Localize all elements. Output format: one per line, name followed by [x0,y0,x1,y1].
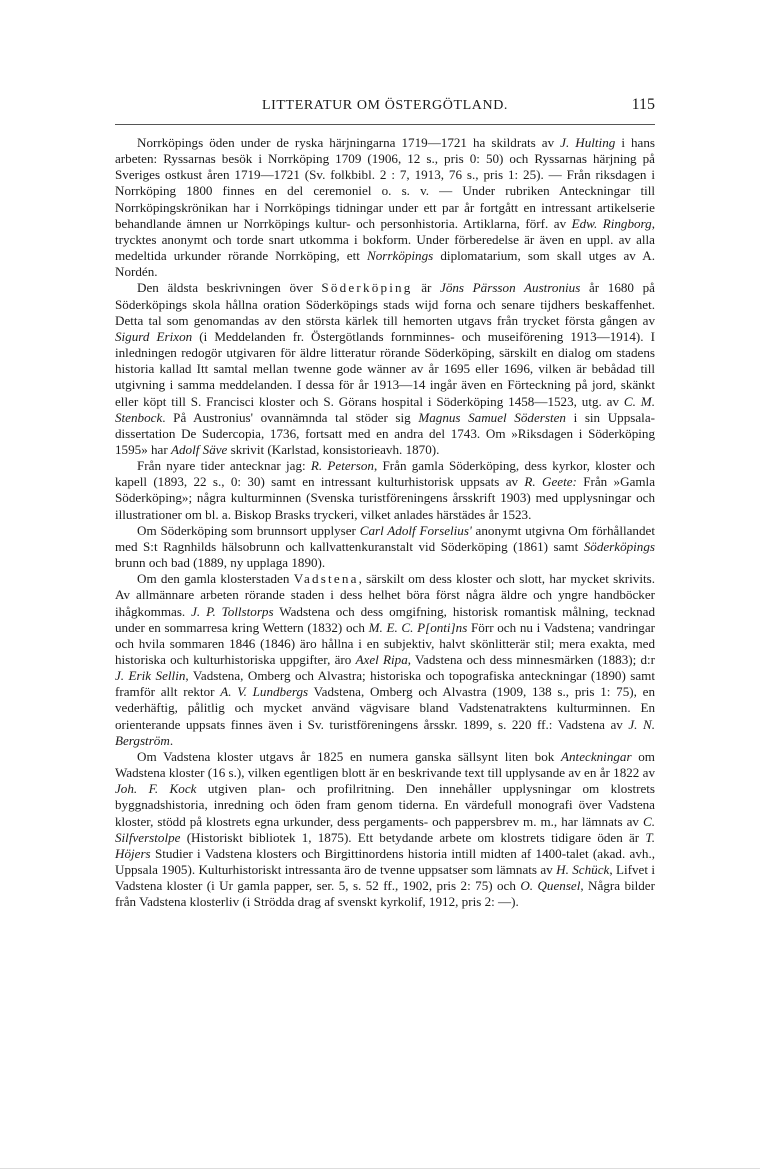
italic-citation: Norrköpings [367,248,434,264]
text-run: Den äldsta beskrivningen över [137,280,322,296]
text-run: , Vadstena och dess minnesmärken (1883); d:r [407,652,656,667]
document-page [115,96,655,911]
text-run: Förr och nu i Vadstena; vandringar och hvila sommaren 1846 (1846) äro hållna i en subjektiv, halvt skönlitterär stil; mera exakta, med historiska och kulturhistoriska uppgifter, äro [115,619,656,667]
paragraph [115,749,655,911]
text-run: skrivit (Karlstad, konsistorieavh. 1870). [227,441,440,457]
paragraph [115,523,655,571]
running-title: LITTERATUR OM ÖSTERGÖTLAND. [261,98,509,113]
scan-edge-line [0,1168,760,1169]
body-text [115,135,655,911]
spaced-place-name: Söderköping [321,280,413,296]
italic-citation: J. P. Tollstorps [191,603,274,619]
text-run: utgiven plan- och profilritning. Den innehåller upplysningar om klostrets byggnadshistoria, inredning och öden fram genom tiderna. En värdefull monografi över Vadstena kloster, stödd på klostrets egna urkunder, dess pergaments- och pappersbrev m. m., har lämnats av [115,781,655,829]
italic-citation: H. Schück [556,862,610,878]
text-run: Om Vadstena kloster utgavs år 1825 en numera ganska sällsynt liten bok [137,748,562,764]
text-run: (Historiskt bibliotek 1, 1875). Ett betydande arbete om klostrets tidigare öden är [180,829,646,845]
text-run: Vadstena, Omberg och Alvastra (1909, 138 s., pris 1: 75), en vederhäftig, pålitlig och mycket använd vägvisare bland Vadstenatraktens kulturminnen. En orienterande uppsats finnes även i Sv. turistföreningens årsskr. 1899, s. 220 ff.: Vadstena av [115,684,655,732]
italic-citation: Jöns Pärsson Austronius [440,280,581,296]
text-run: Om den gamla klosterstaden [137,571,294,587]
italic-citation: J. N. Bergström [115,716,655,748]
italic-citation: Adolf Säve [171,441,228,457]
page-header [115,96,655,118]
text-run: (i Meddelanden fr. Östergötlands fornminnes- och museiförening 1913—1914). I inledningen redogör utgivaren för äldre litteratur rörande Söderköping, särskilt en dialog om stadens historia kallad Itt samtal mellan twenne gode wänner av år 1695 eller 1696, vilken är bebådad till utgivning i samma meddelanden. I dessa för år 1913—14 ingår även en Förteckning på jord, skänkt eller köpt till S. Francisci kloster och S. Görans hospital i Söderköping 1458—1523, utg. av [115,328,655,409]
italic-citation: R. Peterson [310,458,374,474]
text-run: , Några bilder från Vadstena klosterliv (i Strödda drag af svenskt kyrkolif, 1912, pris 2: —). [115,878,655,910]
text-run: Från nyare tider antecknar jag: [137,458,311,474]
italic-citation: Edw. Ringborg [571,215,652,231]
text-run: i sin Uppsala-dissertation De Sudercopia, 1736, fortsatt med en andra del 1743. Om »Riksdagen i Söderköping 1595» har [115,409,655,457]
italic-citation: Anteckningar [561,748,632,764]
paragraph [115,135,655,280]
text-run: , särskilt om dess kloster och slott, har mycket skrivits. Av allmännare arbeten rörande staden i dess helhet böra först några äldre och yngre handböcker ihågkommas. [115,571,655,619]
italic-citation: O. Quensel [520,878,581,894]
italic-citation: A. V. Lundbergs [220,684,309,700]
italic-citation: Joh. F. Kock [115,781,197,797]
italic-citation: Magnus Samuel Södersten [418,409,566,425]
text-run: brunn och bad (1889, ny upplaga 1890). [115,555,326,571]
text-run: Studier i Vadstena klosters och Birgittinordens historia intill midten af 1400-talet (akad. avh., Uppsala 1905). Kulturhistoriskt intressanta äro de tvenne uppsatser som lämnats av [115,845,655,878]
italic-citation: Söderköpings [583,538,655,554]
text-run: . [169,732,174,748]
text-run: . På Austronius' ovannämnda tal stöder sig [162,409,419,425]
page-number: 115 [631,96,655,113]
text-run: är [412,280,441,296]
italic-citation: C. M. Stenbock [115,393,655,425]
paragraph [115,571,655,749]
paragraph [115,280,655,458]
text-run: , Från gamla Söderköping, dess kyrkor, kloster och kapell (1893, 22 s., 0: 30) samt en intressant kulturhistorisk uppsats av [115,458,655,490]
italic-citation: C. Silfverstolpe [115,813,655,845]
italic-citation: J. Hulting [560,135,616,150]
spaced-place-name: Vadstena [293,571,359,587]
italic-citation: Carl Adolf Forselius' [359,522,472,538]
text-run: anonymt utgivna Om förhållandet med S:t Ragnhilds hälsobrunn och kallvattenkuranstalt vid Söderköping (1861) samt [115,522,655,554]
text-run: om Wadstena kloster (16 s.), vilken egentligen blott är en beskrivande text till upplysande av en år 1822 av [115,748,655,781]
text-run: , Lifvet i Vadstena kloster (i Ur gamla papper, ser. 5, s. 52 ff., 1902, pris 2: 75) och [115,862,655,894]
italic-citation: M. E. C. P[onti]ns [368,619,468,635]
text-run: Från »Gamla Söderköping»; några kulturminnen (Svenska turistföreningens årsskrift 1903) med upplysningar och illustrationer om bl. a. Biskop Brasks tryckeri, vilket anlades härstädes år 1523. [115,474,656,522]
italic-citation: R. Geete: [524,474,577,490]
paragraph [115,458,655,523]
header-rule [115,124,655,125]
text-run: Wadstena och dess omgifning, historisk romantisk målning, tecknad under en sommarresa kring Wettern (1832) och [115,603,655,635]
text-run: i hans arbeten: Ryssarnas besök i Norrköping 1709 (1906, 12 s., pris 0: 50) och Ryssarnas härjning på Sveriges ostkust åren 1719—1721 (Sv. folkbibl. 2 : 7, 1913, 76 s., pris 1: 25). — Från riksdagen i Norrköping 1800 finnes en del ceremoniel o. s. v. — Under rubriken Anteckningar till Norrköpingskrönikan har i Norrköpings tidningar under ett par år fortgått en intressant artikelserie behandlande ämnen ur Norrköpings kultur- och personhistoria. Artiklarna, förf. av [115,135,655,231]
text-run: år 1680 på Söderköpings skola hållna oration Söderköpings stads wijd forna och senare tijdhers beskaffenhet. Detta tal som genomandas av den största kärlek till hemorten utgavs från trycket första gången av [115,280,655,328]
text-run: Om Söderköping som brunnsort upplyser [137,522,360,538]
italic-citation: Sigurd Erixon [115,328,193,344]
text-run: , trycktes anonymt och torde snart utkomma i bokform. Under förberedelse är även en uppl. av alla medeltida urkunder rörande Norrköping, ett [115,215,655,264]
text-run: Norrköpings öden under de ryska härjningarna 1719—1721 ha skildrats av [137,135,561,150]
italic-citation: Axel Ripa [355,652,408,667]
text-run: diplomatarium, som skall utges av A. Nordén. [115,248,655,280]
italic-citation: T. Höjers [115,829,655,861]
italic-citation: J. Erik Sellin [115,668,186,684]
text-run: , Vadstena, Omberg och Alvastra; historiska och topografiska anteckningar (1890) samt framför allt rektor [115,668,656,700]
